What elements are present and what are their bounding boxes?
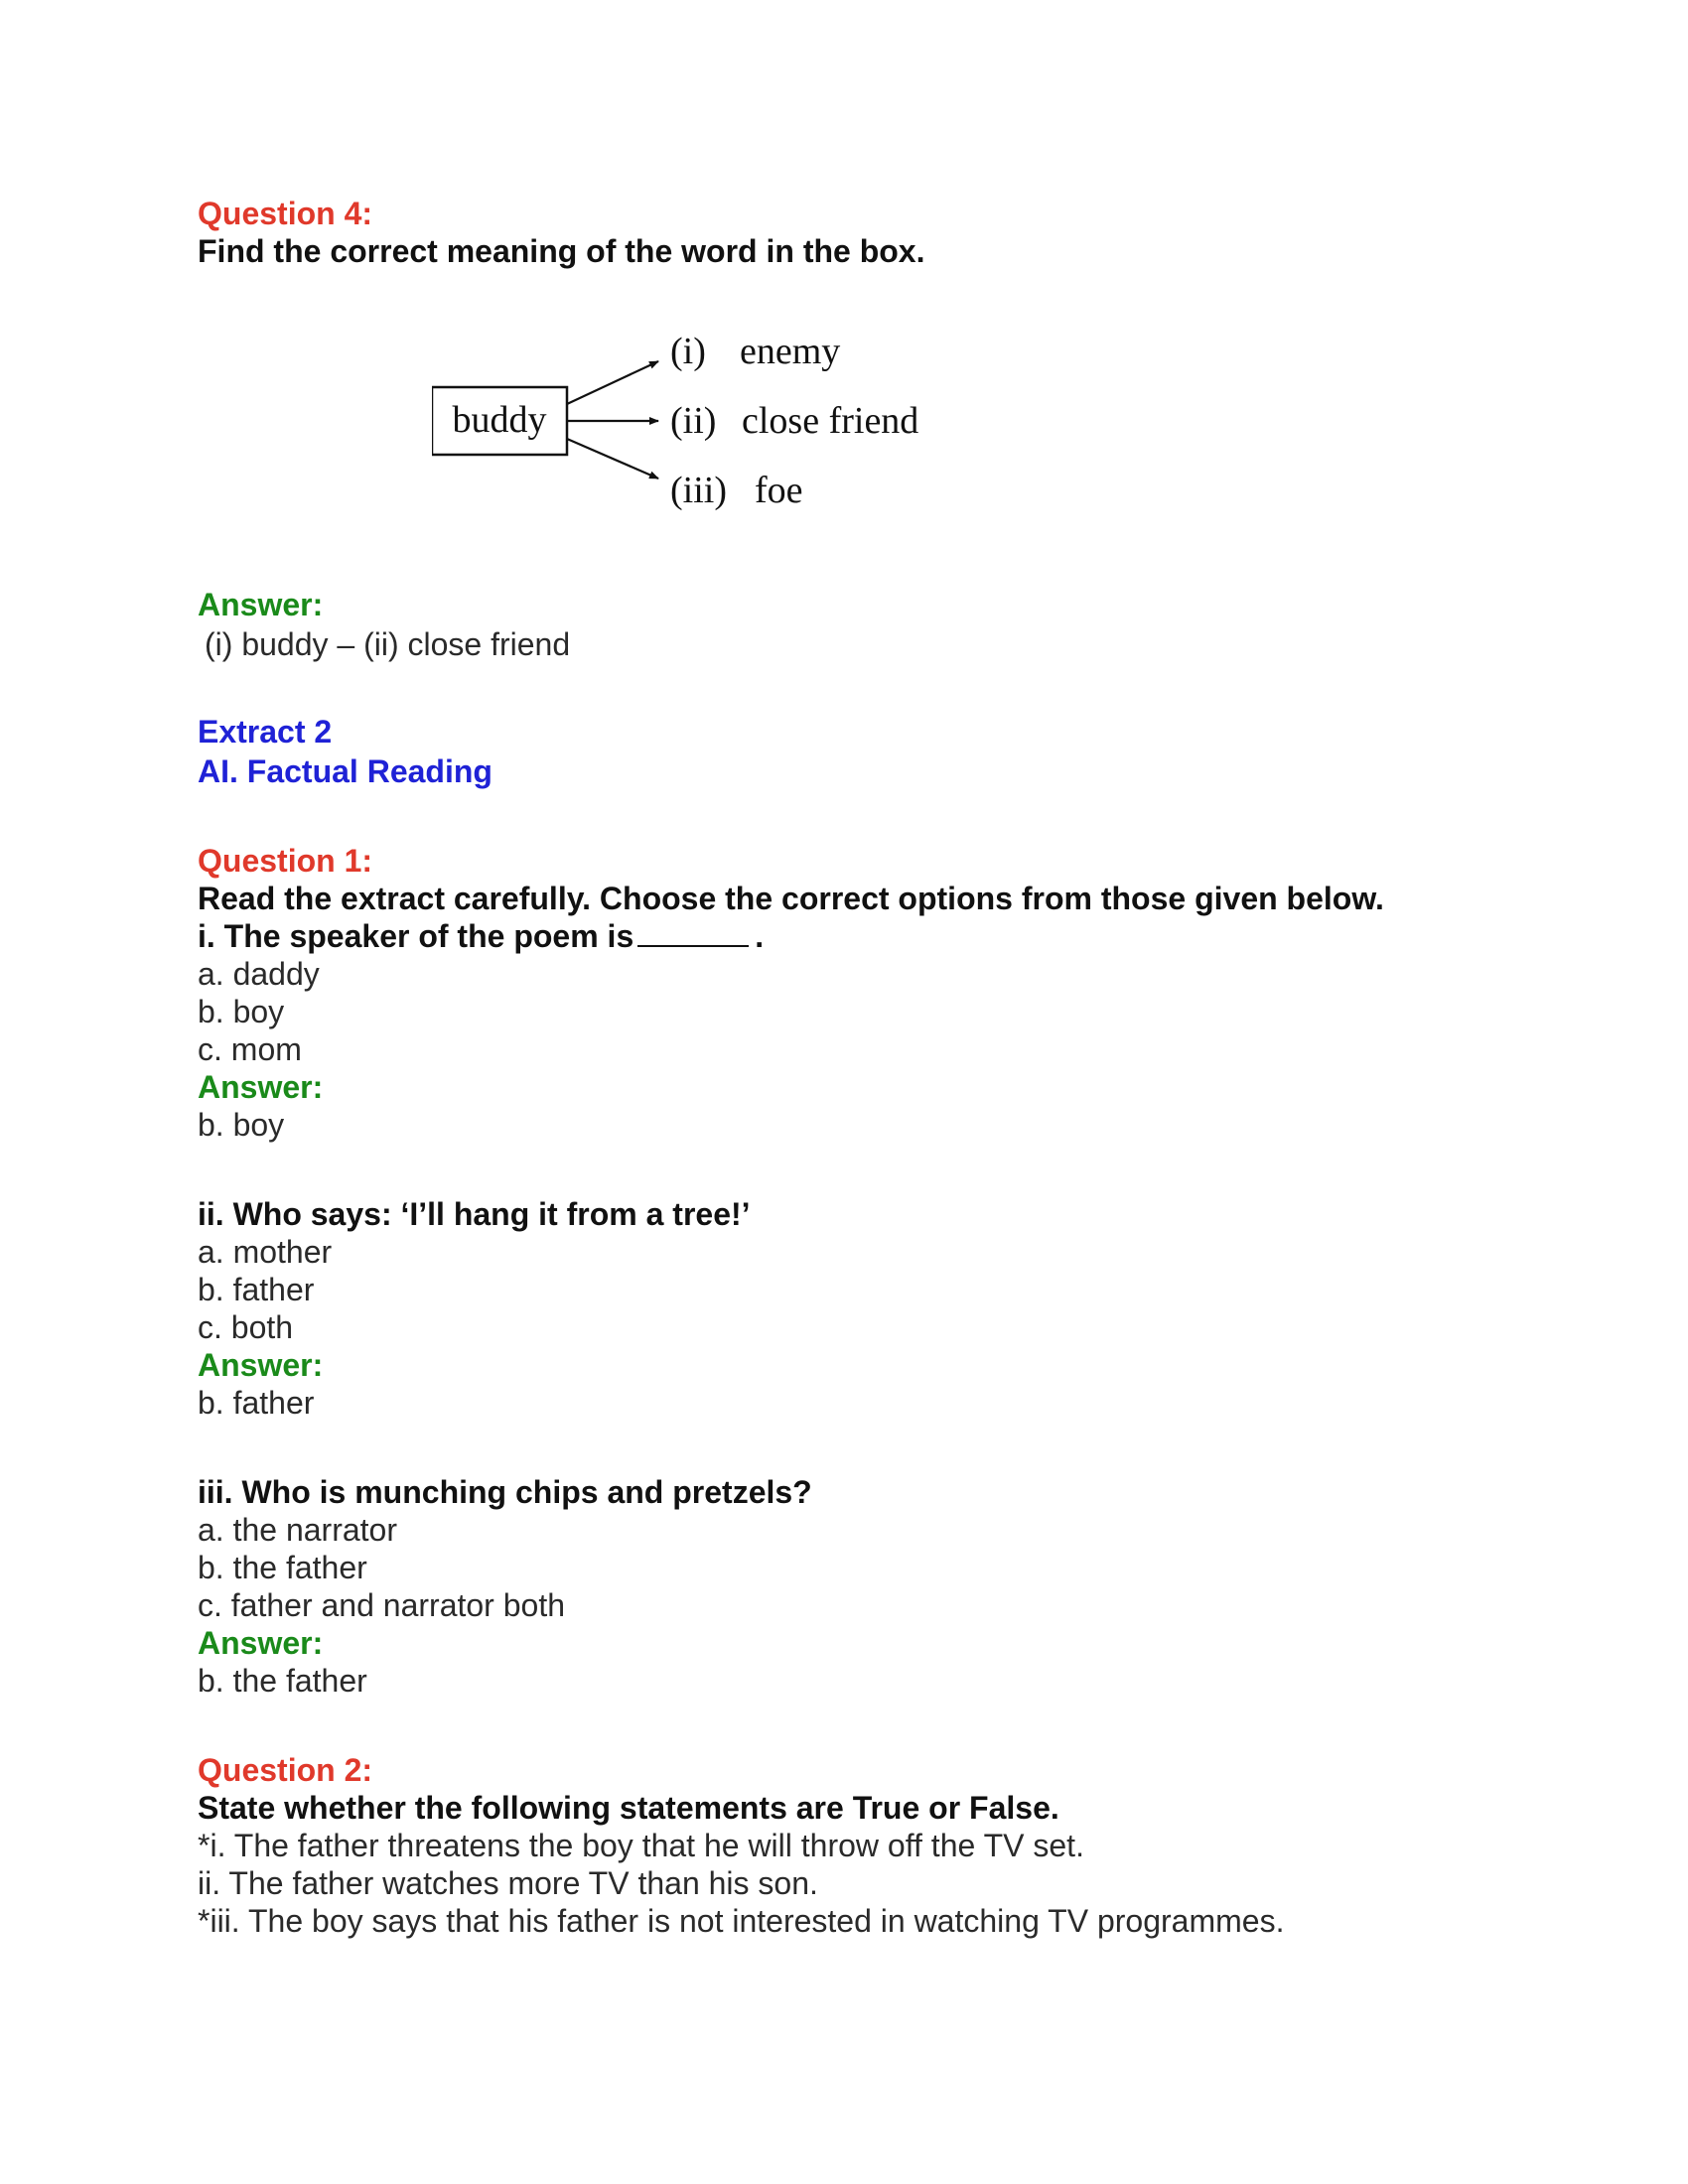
option-1-text: enemy	[740, 331, 841, 372]
answer-title: Answer:	[198, 1625, 324, 1661]
question-1-item-1-text: i. The speaker of the poem is	[198, 918, 634, 954]
answer-text: b. boy	[198, 1107, 285, 1143]
option-item: c. mom	[198, 1031, 302, 1067]
word-meaning-diagram	[432, 318, 968, 536]
fill-in-blank	[637, 919, 749, 947]
question-1-item-2: ii. Who says: ‘I’ll hang it from a tree!’	[198, 1196, 751, 1232]
extract-subtitle: AI. Factual Reading	[198, 753, 492, 789]
extract-title: Extract 2	[198, 714, 333, 750]
option-3-label: (iii)	[670, 470, 727, 511]
statement-item: *iii. The boy says that his father is not interested in watching TV programmes.	[198, 1903, 1285, 1939]
option-item: a. daddy	[198, 956, 320, 992]
question-4-title: Question 4:	[198, 196, 373, 231]
option-item: b. the father	[198, 1550, 367, 1585]
arrow-option-1	[567, 361, 658, 404]
question-2-prompt: State whether the following statements are True or False.	[198, 1790, 1059, 1826]
question-1-item-1	[198, 917, 764, 955]
question-1-title: Question 1:	[198, 843, 373, 879]
option-item: b. father	[198, 1272, 315, 1307]
question-2-title: Question 2:	[198, 1752, 373, 1788]
word-box-text: buddy	[452, 399, 547, 441]
option-2-label: (ii)	[670, 400, 717, 442]
answer-title: Answer:	[198, 1069, 324, 1105]
option-item: c. both	[198, 1309, 294, 1345]
question-4-answer: (i) buddy – (ii) close friend	[205, 626, 571, 662]
answer-title: Answer:	[198, 1347, 324, 1383]
option-2-text: close friend	[742, 400, 919, 442]
question-1-prompt: Read the extract carefully. Choose the correct options from those given below.	[198, 881, 1384, 916]
option-item: a. the narrator	[198, 1512, 397, 1548]
answer-text: b. father	[198, 1385, 315, 1421]
statement-item: *i. The father threatens the boy that he will throw off the TV set.	[198, 1828, 1084, 1863]
question-1-item-1-end: .	[755, 918, 765, 954]
question-1-item-3: iii. Who is munching chips and pretzels?	[198, 1474, 812, 1510]
option-3-text: foe	[755, 470, 803, 511]
arrow-option-3	[567, 439, 658, 478]
option-1-label: (i)	[670, 331, 706, 372]
option-item: c. father and narrator both	[198, 1587, 565, 1623]
option-item: b. boy	[198, 994, 285, 1029]
question-4-answer-title: Answer:	[198, 587, 324, 622]
option-item: a. mother	[198, 1234, 333, 1270]
answer-text: b. the father	[198, 1663, 367, 1699]
statement-item: ii. The father watches more TV than his son.	[198, 1865, 818, 1901]
question-4-prompt: Find the correct meaning of the word in the box.	[198, 233, 925, 269]
